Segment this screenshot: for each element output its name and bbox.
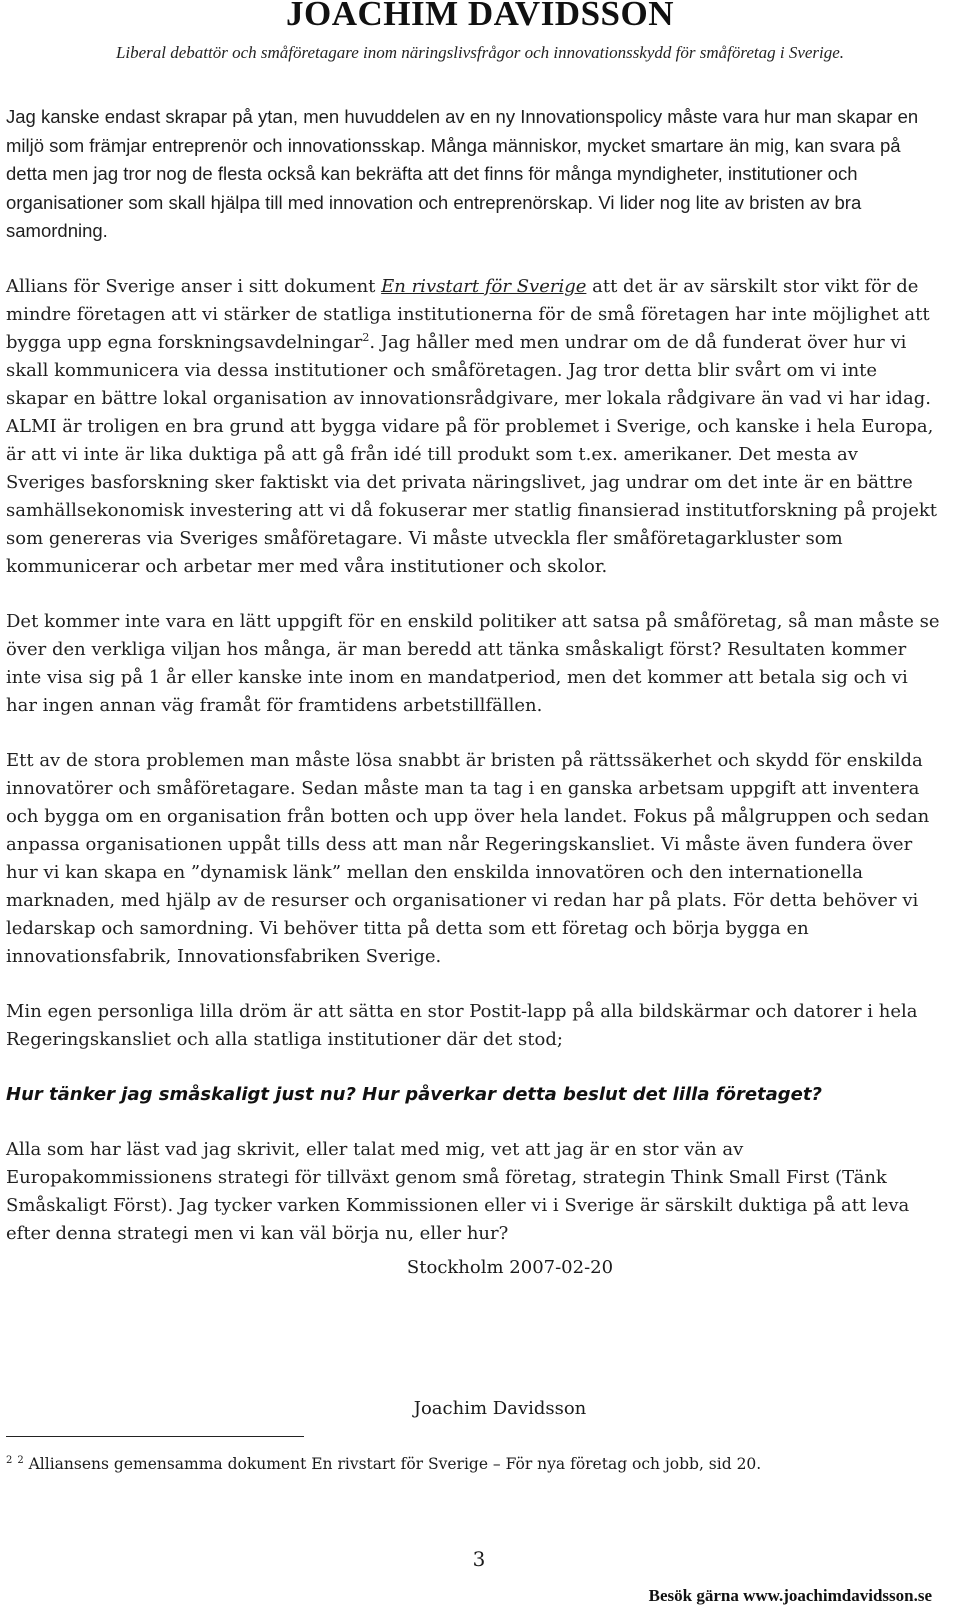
article-body — [6, 103, 941, 1248]
paragraph-allians — [6, 273, 941, 581]
paragraph-allians-intro: Allians för Sverige anser i sitt dokument — [6, 275, 382, 297]
paragraph-innovation-policy: Jag kanske endast skrapar på ytan, men huvuddelen av en ny Innovationspolicy måste vara hur man skapar en miljö som främjar entreprenör och innovationsskap. Många människor, mycket smartare än mig, kan svara på detta men jag tror nog de flesta också kan bekräfta att det finns för många myndigheter, institutioner och organisationer som skall hjälpa till med innovation och entreprenörskap. Vi lider nog lite av bristen av bra samordning. — [6, 106, 919, 241]
footnote-marker: 2 — [6, 1454, 13, 1466]
signoff-place-date: Stockholm 2007-02-20 — [406, 1257, 614, 1278]
paragraph-politician-task: Det kommer inte vara en lätt uppgift för en enskild politiker att satsa på småföretag, så man måste se över den verkliga viljan hos många, är man beredd att tänka småskaligt först? Resultaten kommer inte visa sig på 1 år eller kanske inte inom en mandatperiod, men det kommer att betala sig och vi har ingen annan väg framåt för framtidens arbetstillfällen. — [6, 610, 940, 716]
footnote-text: Alliansens gemensamma dokument En rivstart för Sverige – För nya företag och jobb, sid 20. — [23, 1455, 762, 1473]
footnote — [6, 1452, 936, 1476]
footer-website-link[interactable]: Besök gärna www.joachimdavidsson.se — [648, 1586, 932, 1605]
paragraph-legal-security: Ett av de stora problemen man måste lösa snabbt är bristen på rättssäkerhet och skydd för enskilda innovatörer och småföretagare. Sedan måste man ta tag i en ganska arbetsam uppgift att inventera och bygga om en organisation från botten och upp över hela landet. Fokus på målgruppen och sedan anpassa organisationen uppåt tills dess att man når Regeringskansliet. Vi måste även fundera över hur vi kan skapa en ”dynamisk länk” mellan den enskilda innovatören och den internationella marknaden, med hjälp av de resurser och organisationer vi redan har på plats. För detta behöver vi ledarskap och samordning. Vi behöver titta på detta som ett företag och börja bygga en innovationsfabrik, Innovationsfabriken Sverige. — [6, 749, 930, 967]
author-tagline: Liberal debattör och småföretagare inom näringslivsfrågor och innovationsskydd för småföretag i Sverige. — [115, 43, 845, 62]
paragraph-allians-middle: att det är av särskilt stor vikt för de mindre företagen att vi stärker de statliga institutionerna för de små företagen har inte möjlighet att bygga upp egna forskningsavdelningar — [6, 275, 930, 353]
footnote-marker-secondary: 2 — [17, 1454, 24, 1466]
author-name-title: JOACHIM DAVIDSSON — [285, 0, 675, 33]
paragraph-think-small-first: Alla som har läst vad jag skrivit, eller talat med mig, vet att jag är en stor vän av Europakommissionens strategi för tillväxt genom små företag, strategin Think Small First (Tänk Småskaligt Först). Jag tycker varken Kommissionen eller vi i Sverige är särskilt duktiga på att leva efter denna strategi men vi kan väl börja nu, eller hur? — [6, 1138, 910, 1244]
page-header — [0, 0, 960, 64]
footnote-divider — [6, 1436, 304, 1437]
paragraph-postit-dream: Min egen personliga lilla dröm är att sätta en stor Postit-lapp på alla bildskärmar och datorer i hela Regeringskansliet och alla statliga institutioner där det stod; — [6, 1000, 918, 1050]
document-title-reference: En rivstart för Sverige — [381, 275, 587, 297]
footnote-reference: 2 — [362, 330, 370, 344]
highlighted-question: Hur tänker jag småskaligt just nu? Hur påverkar detta beslut det lilla företaget? — [6, 1083, 822, 1105]
page-number: 3 — [472, 1547, 486, 1571]
signoff-name: Joachim Davidsson — [413, 1398, 587, 1419]
paragraph-allians-rest: . Jag håller med men undrar om de då funderat över hur vi skall kommunicera via dessa institutioner och småföretagen. Jag tror detta blir svårt om vi inte skapar en bättre lokal organisation av innovationsrådgivare, mer lokala rådgivare än vad vi har idag. ALMI är troligen en bra grund att bygga vidare på för problemet i Sverige, och kanske i hela Europa, är att vi inte är lika duktiga på att gå från idé till produkt som t.ex. amerikaner. Det mesta av Sveriges basforskning sker faktiskt via det privata näringslivet, jag undrar om det inte är en bättre samhällsekonomisk investering att vi då fokuserar mer statlig finansierad institutforskning på projekt som genereras via Sveriges småföretagare. Vi måste utveckla fler småföretagarkluster som kommunicerar och arbetar mer med våra institutioner och skolor. — [6, 331, 937, 577]
